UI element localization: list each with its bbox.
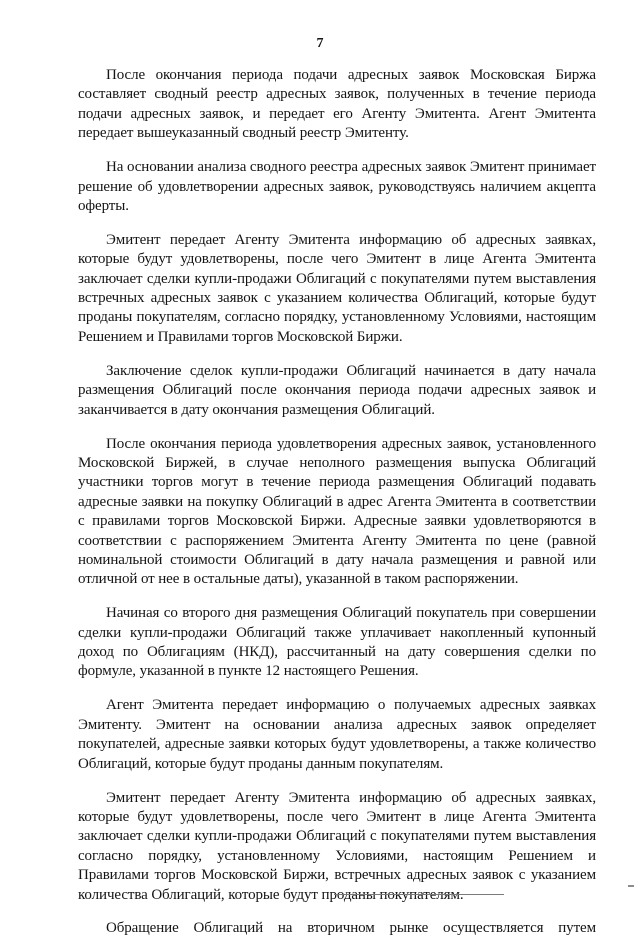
page-number: 7 <box>316 36 324 51</box>
paragraph-9: Обращение Облигаций на вторичном рынке осуществляется путем <box>106 920 596 937</box>
document-body <box>78 66 596 939</box>
scan-edge-mark <box>628 885 634 887</box>
paragraph-4: Заключение сделок купли-продажи Облигаций начинается в дату начала размещения Облигаций после окончания периода подачи адресных заявок и заканчивается в дату окончания размещения Облигаций. <box>78 362 596 418</box>
paragraph-1: После окончания периода подачи адресных заявок Московская Биржа составляет сводный реестр адресных заявок, полученных в течение периода подачи адресных заявок, и передает его Агенту Эмитента. Агент Эмитента передает вышеуказанный сводный реестр Эмитенту. <box>78 67 596 142</box>
paragraph-5: После окончания периода удовлетворения адресных заявок, установленного Московской Биржей, в случае неполного размещения выпуска Облигаций участники торгов могут в течение периода размещения Облигаций подавать адресные заявки на покупку Облигаций в адрес Агента Эмитента в соответствии с правилами торгов Московской Биржи. Адресные заявки удовлетворяются в соответствии с распоряжением Эмитента Агенту Эмитента по цене (равной номинальной стоимости Облигаций в дату начала размещения и равной или отличной от нее в остальные даты), указанной в таком распоряжении. <box>78 435 596 588</box>
footer-rule <box>334 894 504 895</box>
paragraph-3: Эмитент передает Агенту Эмитента информацию об адресных заявках, которые будут удовлетворены, после чего Эмитент в лице Агента Эмитента заключает сделки купли-продажи Облигаций с покупателями путем выставления встречных адресных заявок с указанием количества Облигаций, которые будут проданы покупателям, согласно порядку, установленному Условиями, настоящим Решением и Правилами торгов Московской Биржи. <box>78 231 596 345</box>
paragraph-6: Начиная со второго дня размещения Облигаций покупатель при совершении сделки купли-продажи Облигаций также уплачивает накопленный купонный доход по Облигациям (НКД), рассчитанный на дату совершения сделки по формуле, указанной в пункте 12 настоящего Решения. <box>78 605 596 680</box>
paragraph-8: Эмитент передает Агенту Эмитента информацию об адресных заявках, которые будут удовлетворены, после чего Эмитент в лице Агента Эмитента заключает сделки купли-продажи Облигаций с покупателями путем выставления согласно порядку, установленному Условиями, настоящим Решением и Правилами торгов Московской Биржи, встречных адресных заявок с указанием количества Облигаций, которые будут проданы покупателям. <box>78 789 596 903</box>
paragraph-2: На основании анализа сводного реестра адресных заявок Эмитент принимает решение об удовлетворении адресных заявок, руководствуясь наличием акцепта оферты. <box>78 159 596 214</box>
paragraph-7: Агент Эмитента передает информацию о получаемых адресных заявках Эмитенту. Эмитент на основании анализа адресных заявок определяет покупателей, адресные заявки которых будут удовлетворены, а также количество Облигаций, которые будут проданы данным покупателям. <box>78 697 596 772</box>
